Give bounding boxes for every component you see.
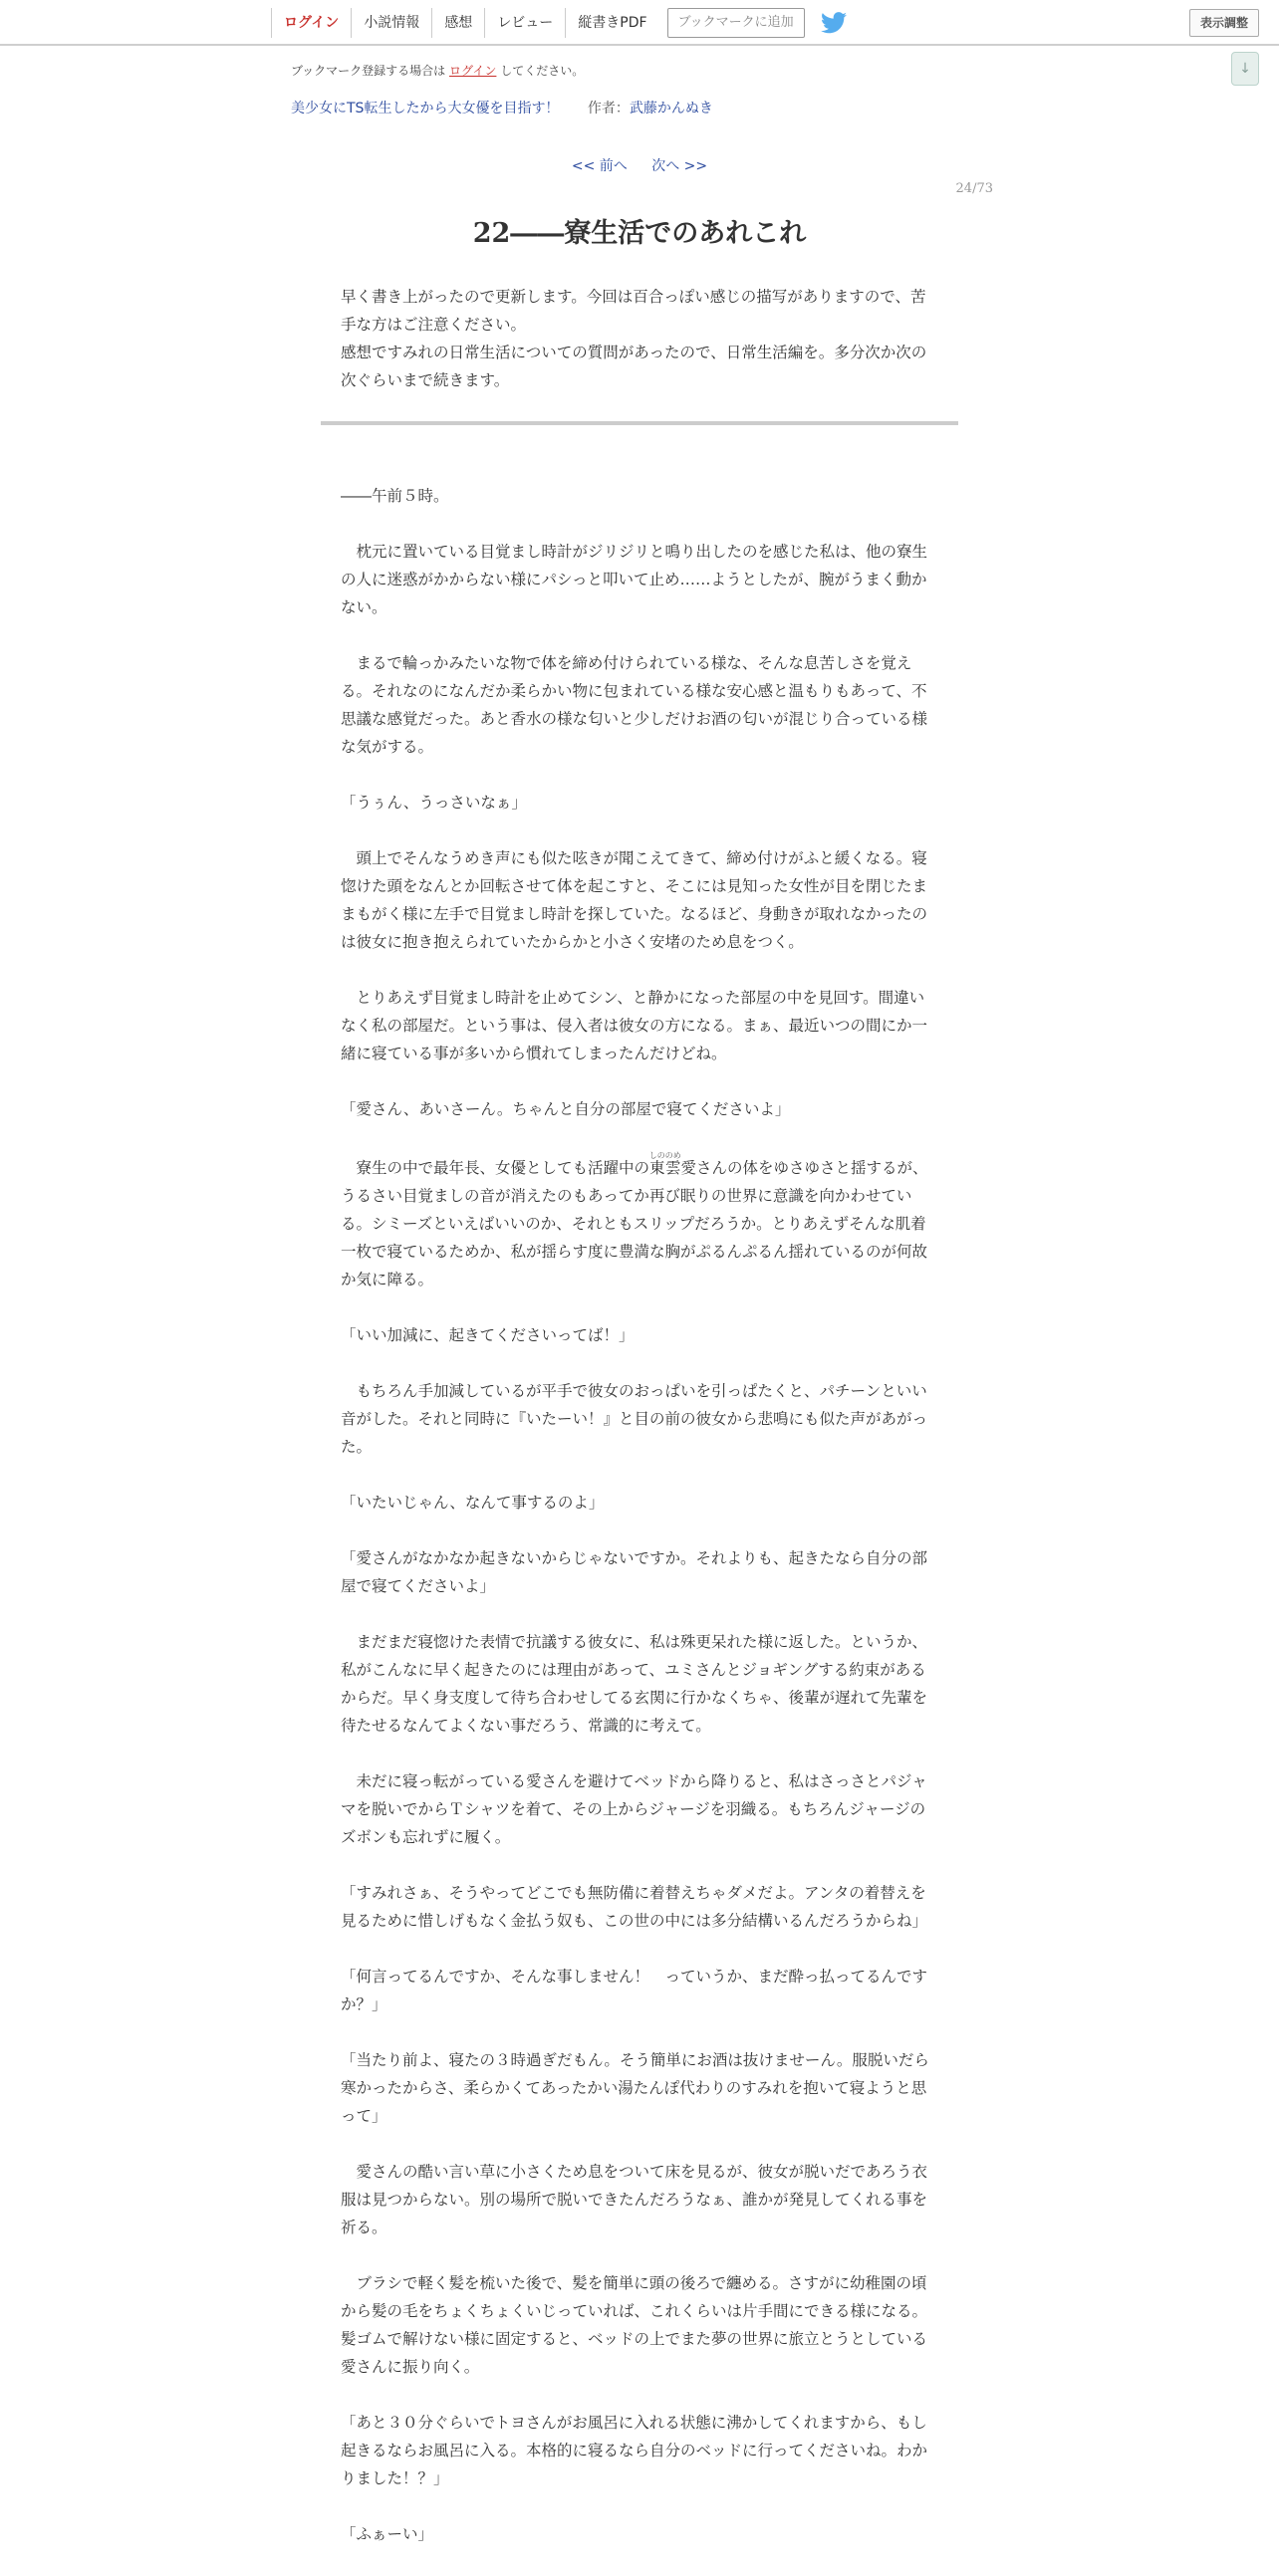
- body-paragraph: [341, 1151, 938, 1293]
- nav-impressions-link[interactable]: 感想: [431, 8, 484, 38]
- preface-line: 感想ですみれの日常生活についての質問があったので、日常生活編を。多分次か次の次ぐらいまで続きます。: [341, 344, 927, 389]
- arrow-down-icon[interactable]: ↓: [1231, 52, 1259, 86]
- novel-info: [291, 98, 713, 117]
- body-paragraph: 「あと３０分ぐらいでトヨさんがお風呂に入れる状態に沸かしてくれますから、もし起きるならお風呂に入る。本格的に寝るなら自分のベッドに行ってくださいね。わかりました！？」: [341, 2414, 928, 2487]
- body-paragraph: まるで輪っかみたいな物で体を締め付けられている様な、そんな息苦しさを覚える。それなのになんだか柔らかい物に包まれている様な安心感と温もりもあって、不思議な感覚だった。あと香水の様な匂いと少しだけお酒の匂いが混じり合っている様な気がする。: [341, 654, 928, 756]
- next-chapter-link[interactable]: 次へ >>: [651, 158, 708, 174]
- preface: [341, 283, 938, 394]
- chapter-count: 24/73: [955, 181, 993, 196]
- body-paragraph: 頭上でそんなうめき声にも似た呟きが聞こえてきて、締め付けがふと緩くなる。寝惚けた頭をなんとか回転させて体を起こすと、そこには見知った女性が目を閉じたままもがく様に左手で目覚まし時計を探していた。なるほど、身動きが取れなかったのは彼女に抱き抱えられていたからかと小さく安堵のため息をつく。: [341, 849, 928, 951]
- main-nav: [271, 8, 847, 38]
- ruby-reading: しののめ: [648, 1151, 681, 1160]
- body-paragraph: 「何言ってるんですか、そんな事しません！ っていうか、まだ酔っ払ってるんですか？」: [341, 1968, 928, 2013]
- nav-login-link[interactable]: ログイン: [271, 8, 351, 38]
- bookmark-login-note: [291, 62, 584, 79]
- prev-chapter-link[interactable]: << 前へ: [571, 158, 628, 174]
- nav-vertical-pdf-link[interactable]: 縦書きPDF: [565, 8, 658, 38]
- body-paragraph: 未だに寝っ転がっている愛さんを避けてベッドから降りると、私はさっさとパジャマを脱いでからＴシャツを着て、その上からジャージを羽織る。もちろんジャージのズボンも忘れずに履く。: [341, 1772, 927, 1846]
- novel-title-link[interactable]: 美少女にTS転生したから大女優を目指す！: [291, 101, 560, 117]
- add-bookmark-button[interactable]: ブックマークに追加: [667, 8, 805, 38]
- author-name-link[interactable]: 武藤かんぬき: [629, 101, 713, 117]
- body-paragraph: 「愛さん、あいさーん。ちゃんと自分の部屋で寝てくださいよ」: [341, 1100, 791, 1118]
- body-text-segment: 愛さんの体をゆさゆさと揺するが、うるさい目覚ましの音が消えたのもあってか再び眠りの世界に意識を向かわせている。シミーズといえばいいのか、それともスリップだろうか。とりあえずそんな肌着一枚で寝ているためか、私が揺らす度に豊満な胸がぷるんぷるん揺れているのが何故か気に障る。: [341, 1159, 928, 1288]
- author-label: 作者：: [587, 101, 630, 117]
- body-paragraph: 「当たり前よ、寝たの３時過ぎだもん。そう簡単にお酒は抜けませーん。服脱いだら寒かったからさ、柔らかくてあったかい湯たんぽ代わりのすみれを抱いて寝ようと思って」: [341, 2051, 929, 2125]
- chapter-body: [341, 482, 938, 2576]
- body-paragraph: もちろん手加減しているが平手で彼女のおっぱいを引っぱたくと、パチーンといい音がした。それと同時に『いたーい！』と目の前の彼女から悲鳴にも似た声があがった。: [341, 1382, 928, 1456]
- header-bar: [0, 0, 1279, 46]
- body-paragraph: 「うぅん、うっさいなぁ」: [341, 794, 527, 812]
- display-settings-button[interactable]: 表示調整: [1189, 9, 1259, 37]
- body-paragraph: ――午前５時。: [341, 487, 449, 505]
- chapter-title: 22――寮生活でのあれこれ: [472, 218, 807, 249]
- ruby-annotation: [648, 1151, 681, 1177]
- body-paragraph: まだまだ寝惚けた表情で抗議する彼女に、私は殊更呆れた様に返した。というか、私がこんなに早く起きたのには理由があって、ユミさんとジョギングする約束があるからだ。早く身支度して待ち合わせしてる玄関に行かなくちゃ、後輩が遅れて先輩を待たせるなんてよくない事だろう、常識的に考えて。: [341, 1633, 928, 1735]
- section-divider: [321, 421, 958, 425]
- body-paragraph: ブラシで軽く髪を梳いた後で、髪を簡単に頭の後ろで纏める。さすがに幼稚園の頃から髪の毛をちょくちょくいじっていれば、これくらいは片手間にできる様になる。髪ゴムで解けない様に固定すると、ベッドの上でまた夢の世界に旅立とうとしている愛さんに振り向く。: [341, 2274, 928, 2376]
- body-text-segment: 寮生の中で最年長、女優としても活躍中の: [341, 1159, 650, 1177]
- body-paragraph: 「いたいじゃん、なんて事するのよ」: [341, 1494, 605, 1512]
- ruby-base: 東雲: [648, 1159, 681, 1177]
- bookmark-note-prefix: ブックマーク登録する場合は: [291, 64, 446, 78]
- bookmark-note-suffix: してください。: [500, 64, 585, 78]
- body-paragraph: 枕元に置いている目覚まし時計がジリジリと鳴り出したのを感じた私は、他の寮生の人に迷惑がかからない様にパシっと叩いて止め……ようとしたが、腕がうまく動かない。: [341, 543, 928, 616]
- body-paragraph: 「愛さんがなかなか起きないからじゃないですか。それよりも、起きたなら自分の部屋で寝てくださいよ」: [341, 1549, 928, 1595]
- body-paragraph: とりあえず目覚まし時計を止めてシン、と静かになった部屋の中を見回す。間違いなく私の部屋だ。という事は、侵入者は彼女の方になる。まぁ、最近いつの間にか一緒に寝ている事が多いから慣れてしまったんだけどね。: [341, 989, 928, 1062]
- bookmark-note-login-link[interactable]: ログイン: [449, 64, 497, 78]
- body-paragraph: 「ふぁーい」: [341, 2525, 434, 2543]
- nav-novel-info-link[interactable]: 小説情報: [351, 8, 431, 38]
- body-paragraph: 「いい加減に、起きてくださいってば！」: [341, 1326, 635, 1344]
- nav-review-link[interactable]: レビュー: [484, 8, 565, 38]
- twitter-bird-icon[interactable]: [821, 12, 847, 34]
- body-paragraph: 愛さんの酷い言い草に小さくため息をついて床を見るが、彼女が脱いだであろう衣服は見つからない。別の場所で脱いできたんだろうなぁ、誰かが発見してくれる事を祈る。: [341, 2163, 928, 2236]
- preface-line: 早く書き上がったので更新します。今回は百合っぽい感じの描写がありますので、苦手な方はご注意ください。: [341, 288, 926, 334]
- body-paragraph: 「すみれさぁ、そうやってどこでも無防備に着替えちゃダメだよ。アンタの着替えを見るために惜しげもなく金払う奴も、この世の中には多分結構いるんだろうからね」: [341, 1884, 928, 1930]
- chapter-pager: [0, 155, 1279, 175]
